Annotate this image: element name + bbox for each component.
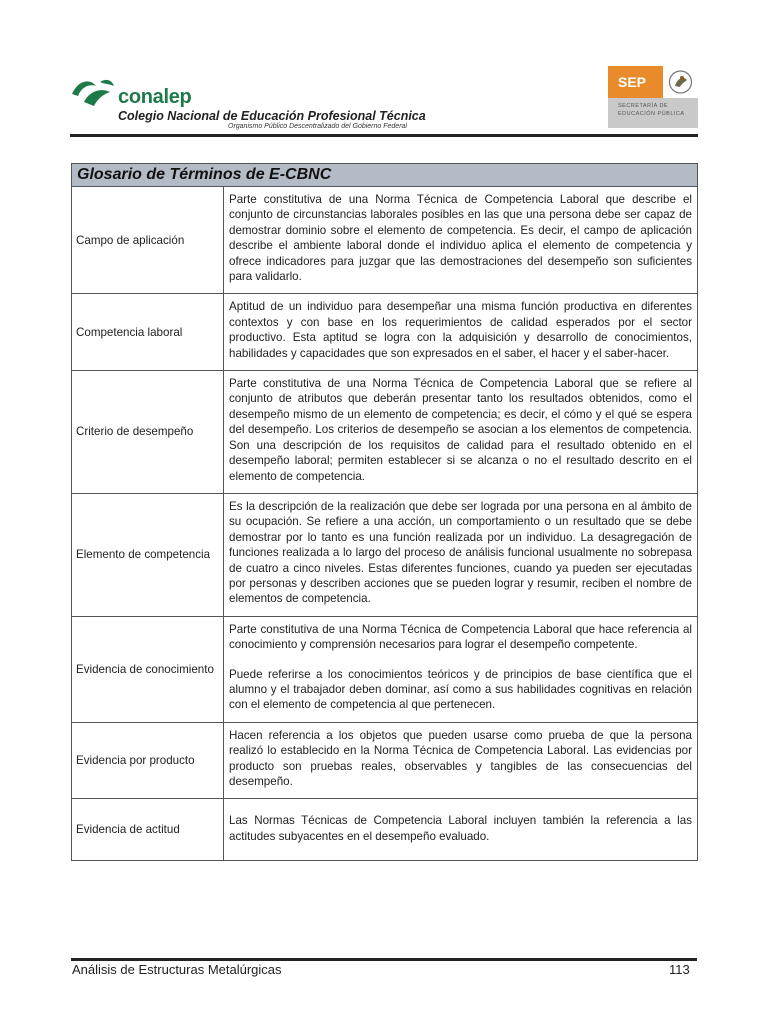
glossary-row [72,723,697,800]
term-label: Evidencia por producto [72,723,224,799]
term-label: Criterio de desempeño [72,371,224,493]
definition-paragraph: Aptitud de un individuo para desempeñar una misma función productiva en diferentes contextos y con base en los requerimientos de calidad esperados por el sector productivo. Esta aptitud se logra con la adquisición y desarrollo de conocimientos, habilidades y capacidades que son expresados en el saber, el hacer y el saber-hacer. [229,300,692,360]
glossary-row [72,187,697,294]
term-definition [224,494,697,616]
glossary-row [72,494,697,617]
definition-paragraph: Puede referirse a los conocimientos teóricos y de principios de base científica que el alumno y el trabajador deben dominar, así como a sus habilidades cognitivas en relación con el elemento de competencia al que pertenecen. [229,667,692,712]
term-definition [224,371,697,493]
term-label: Evidencia de conocimiento [72,617,224,722]
term-definition [224,294,697,370]
definition-paragraph: Las Normas Técnicas de Competencia Laboral incluyen también la referencia a las actitudes subyacentes en el desempeño evaluado. [229,814,692,843]
definition-paragraph: Parte constitutiva de una Norma Técnica de Competencia Laboral que se refiere al conjunto de atributos que deberán presentar tanto los resultados obtenidos, como el desempeño mismo de un elemento de competencia; es decir, el cómo y el qué se espera del desempeño. Los criterios de desempeño se asocian a los elementos de competencia. Son una descripción de los requisitos de calidad para el resultado obtenido en el desempeño laboral; permiten establecer si se alcanza o no el resultado descrito en el elemento de competencia. [229,377,692,483]
glossary-title: Glosario de Términos de E-CBNC [72,164,697,187]
organization-name: Colegio Nacional de Educación Profesional Técnica [118,109,426,123]
glossary-row [72,294,697,371]
term-label: Elemento de competencia [72,494,224,616]
term-label: Evidencia de actitud [72,799,224,860]
term-definition [224,617,697,722]
coat-of-arms-icon [663,66,698,98]
conalep-logo-icon [70,76,116,108]
definition-paragraph: Es la descripción de la realización que debe ser lograda por una persona en al ámbito de su ocupación. Se refiere a una acción, un comportamiento o un resultado que se debe demostrar por lo tanto es una función realizada por un individuo. La desagregación de funciones realizada a lo largo del proceso de análisis funcional usualmente no sobrepasa de cuatro a cinco niveles. Estas diferentes funciones, cuando ya pueden ser ejecutadas por personas y describen acciones que se pueden lograr y resumir, reciben el nombre de elementos de competencia. [229,499,692,606]
glossary-row [72,371,697,494]
term-definition [224,187,697,293]
page-number: 113 [669,962,690,977]
term-definition [224,723,697,799]
page-header [0,0,768,140]
glossary-row [72,799,697,860]
header-divider [70,134,698,137]
sep-text-line1: SECRETARÍA DE [618,103,669,109]
sep-label: SEP [608,66,663,98]
term-label: Campo de aplicación [72,187,224,293]
footer-divider [71,958,697,961]
definition-paragraph: Hacen referencia a los objetos que pueden usarse como prueba de que la persona realizó lo establecido en la Norma Técnica de Competencia Laboral. Las evidencias por producto son pruebas reales, observables y tangibles de las consecuencias del desempeño. [229,728,692,788]
term-label: Competencia laboral [72,294,224,370]
definition-paragraph: Parte constitutiva de una Norma Técnica de Competencia Laboral que hace referencia al conocimiento y comprensión necesarios para lograr el desempeño competente. [229,622,692,652]
sep-text-line2: EDUCACIÓN PÚBLICA [618,111,685,117]
definition-paragraph: Parte constitutiva de una Norma Técnica de Competencia Laboral que describe el conjunto de circunstancias laborales posibles en las que una persona debe ser capaz de demostrar dominio sobre el elemento de competencia. Es decir, el campo de aplicación describe el ambiente laboral donde el individuo aplica el elemento de competencia y ofrece indicadores para juzgar que las demostraciones del desempeño son suficientes para validarlo. [229,193,692,284]
term-definition [224,799,697,860]
glossary-row [72,617,697,723]
brand-name: conalep [118,86,192,108]
sep-logo [608,66,698,128]
footer-course-title: Análisis de Estructuras Metalúrgicas [72,962,282,977]
organization-subtitle: Organismo Público Descentralizado del Gobierno Federal [228,123,407,130]
glossary-table [71,163,698,861]
